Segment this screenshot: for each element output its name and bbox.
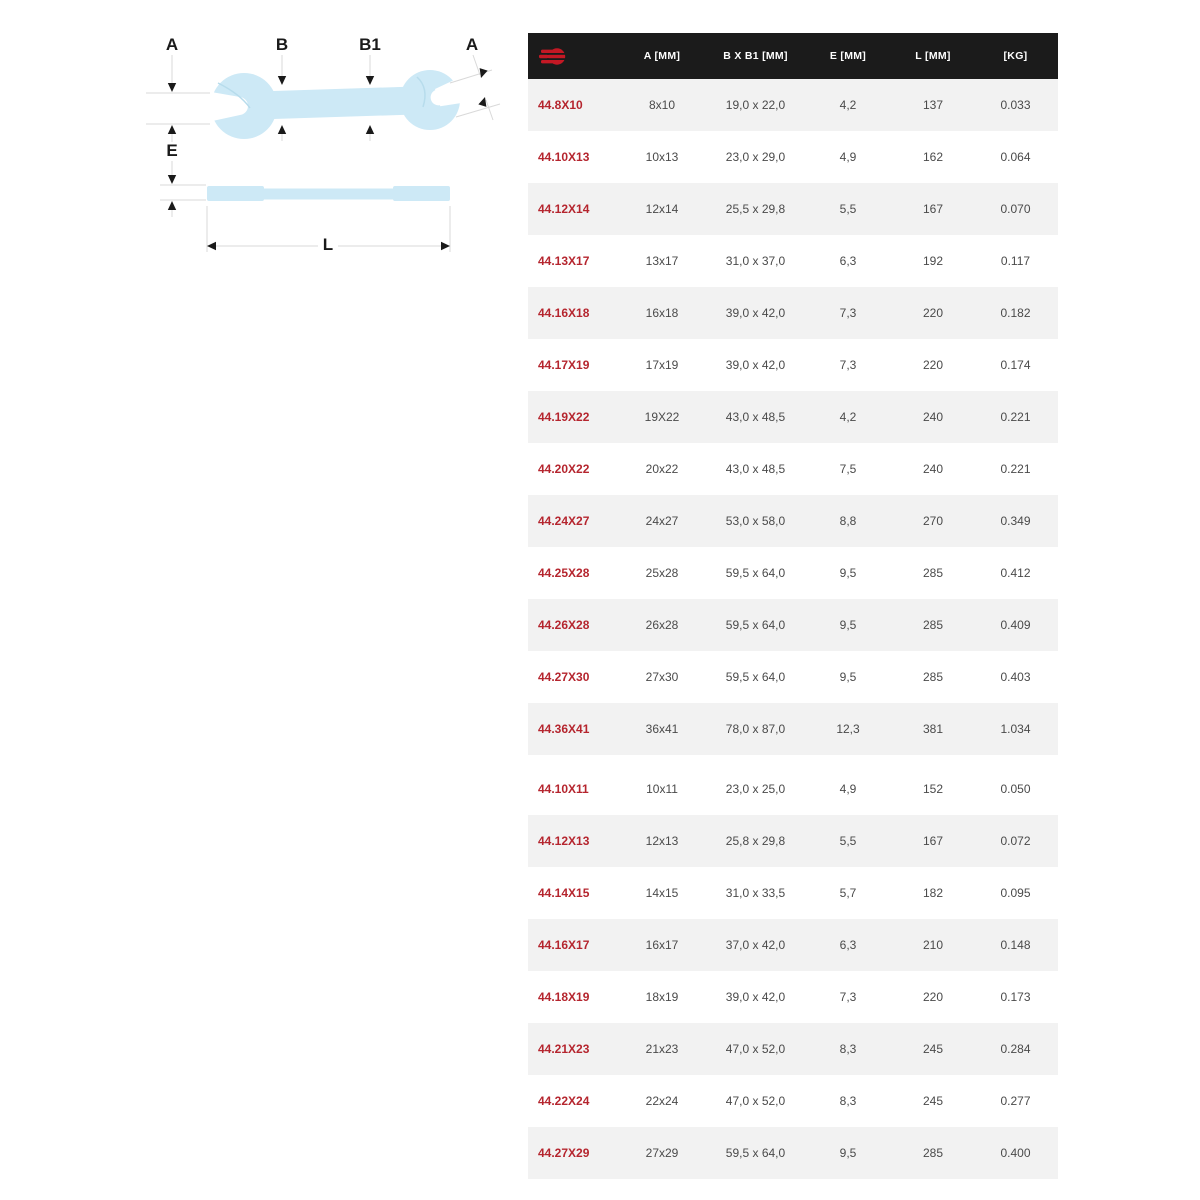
table-row	[528, 79, 1058, 131]
cell-e-mm: 9,5	[839, 566, 857, 580]
table-row	[528, 971, 1058, 1023]
cell-a-mm: 36x41	[645, 722, 679, 736]
cell-e-mm: 5,5	[839, 202, 857, 216]
cell-e-mm: 9,5	[839, 670, 857, 684]
cell-e-mm: 8,3	[839, 1094, 857, 1108]
cell-l-mm: 210	[922, 938, 944, 952]
cell-l-mm: 245	[922, 1042, 944, 1056]
cell-a-mm: 10x11	[646, 782, 678, 796]
cell-bxb1-mm: 31,0 x 37,0	[725, 254, 786, 268]
cell-kg: 0.182	[1000, 306, 1031, 320]
cell-bxb1-mm: 47,0 x 52,0	[725, 1094, 786, 1108]
table-row	[528, 547, 1058, 599]
cell-l-mm: 240	[922, 462, 944, 476]
cell-bxb1-mm: 53,0 x 58,0	[725, 514, 786, 528]
product-code-link[interactable]: 44.14X15	[538, 886, 590, 900]
cell-l-mm: 152	[922, 782, 944, 796]
dim-label-l: L	[322, 235, 334, 254]
cell-a-mm: 17x19	[645, 358, 679, 372]
table-row	[528, 1023, 1058, 1075]
product-code-link[interactable]: 44.26X28	[538, 618, 590, 632]
cell-kg: 0.095	[1000, 886, 1031, 900]
cell-l-mm: 285	[922, 618, 944, 632]
cell-bxb1-mm: 78,0 x 87,0	[725, 722, 786, 736]
product-code-link[interactable]: 44.12X13	[538, 834, 590, 848]
table-header	[528, 33, 1058, 79]
cell-kg: 0.409	[1000, 618, 1031, 632]
cell-l-mm: 220	[922, 358, 944, 372]
cell-a-mm: 16x18	[645, 306, 679, 320]
table-row	[528, 131, 1058, 183]
product-code-link[interactable]: 44.20X22	[538, 462, 590, 476]
cell-e-mm: 6,3	[839, 938, 857, 952]
cell-l-mm: 245	[922, 1094, 944, 1108]
cell-kg: 0.277	[1000, 1094, 1031, 1108]
cell-e-mm: 7,3	[839, 990, 857, 1004]
table-body	[528, 79, 1058, 1179]
cell-kg: 0.412	[1000, 566, 1031, 580]
cell-bxb1-mm: 23,0 x 29,0	[725, 150, 786, 164]
cell-bxb1-mm: 59,5 x 64,0	[725, 1146, 786, 1160]
cell-e-mm: 4,2	[839, 98, 857, 112]
logo-cell	[528, 48, 616, 65]
cell-l-mm: 182	[922, 886, 944, 900]
column-header-kg: [KG]	[1003, 50, 1028, 62]
cell-a-mm: 18x19	[645, 990, 679, 1004]
cell-bxb1-mm: 59,5 x 64,0	[725, 566, 786, 580]
cell-e-mm: 9,5	[839, 618, 857, 632]
table-row	[528, 391, 1058, 443]
cell-a-mm: 10x13	[645, 150, 679, 164]
cell-a-mm: 25x28	[645, 566, 679, 580]
wrench-dimension-diagram	[140, 20, 520, 270]
cell-kg: 0.050	[1000, 782, 1031, 796]
column-header-a: A [MM]	[643, 50, 681, 62]
product-code-link[interactable]: 44.13X17	[538, 254, 590, 268]
product-code-link[interactable]: 44.25X28	[538, 566, 590, 580]
cell-bxb1-mm: 39,0 x 42,0	[725, 306, 786, 320]
cell-kg: 0.064	[1000, 150, 1031, 164]
cell-a-mm: 27x30	[645, 670, 679, 684]
cell-kg: 0.070	[1000, 202, 1031, 216]
cell-a-mm: 20x22	[645, 462, 679, 476]
wrench-side-view	[207, 186, 450, 201]
cell-l-mm: 220	[922, 990, 944, 1004]
cell-bxb1-mm: 19,0 x 22,0	[725, 98, 786, 112]
product-code-link[interactable]: 44.27X29	[538, 1146, 590, 1160]
cell-kg: 0.221	[1000, 410, 1031, 424]
table-row	[528, 763, 1058, 815]
cell-kg: 0.117	[1000, 254, 1031, 268]
cell-kg: 0.072	[1000, 834, 1031, 848]
cell-a-mm: 13x17	[645, 254, 679, 268]
cell-a-mm: 14x15	[645, 886, 679, 900]
cell-l-mm: 137	[922, 98, 944, 112]
cell-e-mm: 5,7	[839, 886, 857, 900]
table-row	[528, 919, 1058, 971]
cell-e-mm: 4,2	[839, 410, 857, 424]
cell-bxb1-mm: 47,0 x 52,0	[725, 1042, 786, 1056]
product-code-link[interactable]: 44.36X41	[538, 722, 590, 736]
product-code-link[interactable]: 44.24X27	[538, 514, 590, 528]
column-header-bxb1: B X B1 [MM]	[723, 50, 788, 62]
table-row	[528, 443, 1058, 495]
dim-label-e: E	[166, 141, 178, 160]
cell-bxb1-mm: 39,0 x 42,0	[725, 358, 786, 372]
table-row	[528, 815, 1058, 867]
product-code-link[interactable]: 44.22X24	[538, 1094, 590, 1108]
cell-a-mm: 27x29	[645, 1146, 679, 1160]
table-row	[528, 599, 1058, 651]
product-code-link[interactable]: 44.21X23	[538, 1042, 590, 1056]
product-code-link[interactable]: 44.8X10	[538, 98, 583, 112]
facom-logo-icon	[538, 48, 568, 65]
cell-e-mm: 12,3	[836, 722, 860, 736]
cell-l-mm: 162	[922, 150, 944, 164]
cell-l-mm: 270	[922, 514, 944, 528]
cell-bxb1-mm: 31,0 x 33,5	[725, 886, 786, 900]
cell-kg: 0.148	[1000, 938, 1031, 952]
cell-l-mm: 192	[922, 254, 944, 268]
cell-bxb1-mm: 43,0 x 48,5	[725, 410, 786, 424]
table-row	[528, 1127, 1058, 1179]
table-row	[528, 183, 1058, 235]
table-row	[528, 495, 1058, 547]
cell-e-mm: 5,5	[839, 834, 857, 848]
cell-bxb1-mm: 37,0 x 42,0	[725, 938, 786, 952]
cell-kg: 0.349	[1000, 514, 1031, 528]
cell-a-mm: 12x14	[645, 202, 679, 216]
cell-bxb1-mm: 43,0 x 48,5	[725, 462, 786, 476]
cell-bxb1-mm: 59,5 x 64,0	[725, 618, 786, 632]
cell-kg: 0.403	[1000, 670, 1031, 684]
cell-a-mm: 26x28	[645, 618, 679, 632]
cell-l-mm: 285	[922, 670, 944, 684]
cell-e-mm: 7,3	[839, 358, 857, 372]
dim-label-b: B	[275, 35, 289, 54]
product-code-link[interactable]: 44.12X14	[538, 202, 590, 216]
column-header-l: L [MM]	[915, 50, 951, 62]
cell-a-mm: 22x24	[645, 1094, 679, 1108]
dim-label-b1: B1	[359, 35, 381, 54]
cell-bxb1-mm: 25,5 x 29,8	[725, 202, 786, 216]
cell-e-mm: 7,5	[839, 462, 857, 476]
cell-kg: 0.284	[1000, 1042, 1031, 1056]
cell-l-mm: 167	[922, 834, 944, 848]
product-code-link[interactable]: 44.16X17	[538, 938, 590, 952]
table-row	[528, 1075, 1058, 1127]
cell-a-mm: 19X22	[644, 410, 680, 424]
open-end-wrench-diagram-icon	[140, 20, 520, 270]
product-code-link[interactable]: 44.18X19	[538, 990, 590, 1004]
product-code-link[interactable]: 44.16X18	[538, 306, 590, 320]
cell-a-mm: 8x10	[648, 98, 676, 112]
product-code-link[interactable]: 44.17X19	[538, 358, 590, 372]
cell-bxb1-mm: 59,5 x 64,0	[725, 670, 786, 684]
cell-l-mm: 285	[922, 566, 944, 580]
cell-e-mm: 4,9	[839, 150, 857, 164]
cell-e-mm: 7,3	[839, 306, 857, 320]
wrench-top-view	[194, 68, 488, 139]
spec-table	[528, 33, 1058, 1179]
cell-e-mm: 4,9	[839, 782, 857, 796]
product-code-link[interactable]: 44.19X22	[538, 410, 590, 424]
product-code-link[interactable]: 44.10X13	[538, 150, 590, 164]
cell-a-mm: 24x27	[645, 514, 679, 528]
cell-e-mm: 8,8	[839, 514, 857, 528]
section-divider	[528, 755, 1058, 763]
table-row	[528, 703, 1058, 755]
product-code-link[interactable]: 44.27X30	[538, 670, 590, 684]
cell-a-mm: 12x13	[645, 834, 679, 848]
cell-kg: 0.221	[1000, 462, 1031, 476]
cell-kg: 1.034	[1000, 722, 1031, 736]
dim-label-a-left: A	[165, 35, 179, 54]
column-header-e: E [MM]	[829, 50, 867, 62]
cell-kg: 0.400	[1000, 1146, 1031, 1160]
cell-bxb1-mm: 39,0 x 42,0	[725, 990, 786, 1004]
table-row	[528, 651, 1058, 703]
cell-e-mm: 8,3	[839, 1042, 857, 1056]
cell-kg: 0.033	[1000, 98, 1031, 112]
table-row	[528, 287, 1058, 339]
cell-l-mm: 240	[922, 410, 944, 424]
cell-l-mm: 220	[922, 306, 944, 320]
cell-l-mm: 167	[922, 202, 944, 216]
cell-a-mm: 21x23	[645, 1042, 679, 1056]
table-row	[528, 867, 1058, 919]
cell-a-mm: 16x17	[645, 938, 679, 952]
cell-bxb1-mm: 23,0 x 25,0	[725, 782, 786, 796]
dim-label-a-right: A	[465, 35, 479, 54]
product-code-link[interactable]: 44.10X11	[538, 782, 589, 796]
cell-e-mm: 6,3	[839, 254, 857, 268]
cell-bxb1-mm: 25,8 x 29,8	[725, 834, 786, 848]
cell-e-mm: 9,5	[839, 1146, 857, 1160]
cell-l-mm: 381	[922, 722, 944, 736]
cell-kg: 0.173	[1000, 990, 1031, 1004]
cell-kg: 0.174	[1000, 358, 1031, 372]
table-row	[528, 339, 1058, 391]
cell-l-mm: 285	[922, 1146, 944, 1160]
table-row	[528, 235, 1058, 287]
